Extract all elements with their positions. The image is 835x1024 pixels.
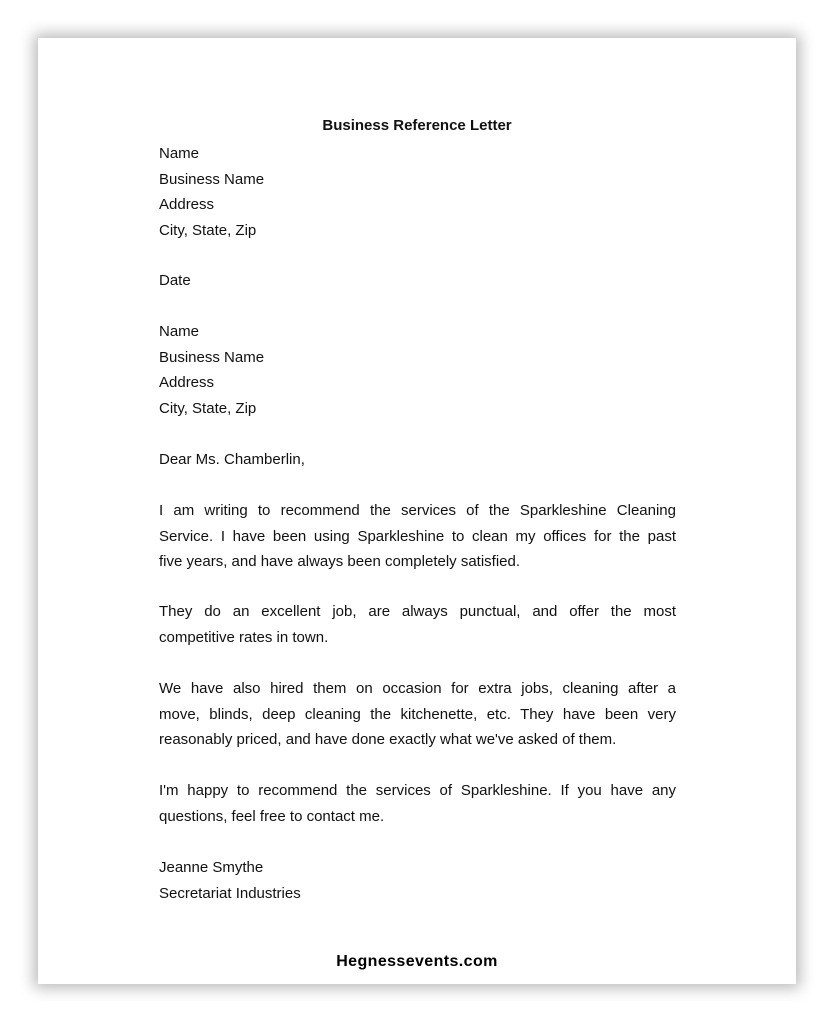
- paragraph-3: [159, 676, 676, 753]
- signature-block: [159, 855, 676, 906]
- signature-company: Secretariat Industries: [159, 884, 301, 902]
- recipient-name: Name: [159, 323, 200, 340]
- sender-address: Address: [159, 196, 215, 213]
- watermark-text: Hegnessevents.com: [336, 953, 498, 970]
- letter-date: Date: [159, 272, 191, 289]
- paragraph-line: We have also hired them on occasion for extra jobs, cleaning after a: [159, 680, 676, 697]
- sender-city: City, State, Zip: [159, 221, 257, 239]
- paragraph-1: [159, 498, 676, 575]
- paragraph-line: Service. I have been using Sparkleshine to clean my offices for the past: [159, 527, 676, 545]
- letter-title: Business Reference Letter: [322, 117, 512, 134]
- paragraph-line: five years, and have always been completely satisfied.: [159, 553, 521, 570]
- paragraph-line: competitive rates in town.: [159, 628, 329, 646]
- recipient-block: [159, 319, 676, 421]
- recipient-business: Business Name: [159, 348, 265, 366]
- signature-name: Jeanne Smythe: [159, 859, 264, 876]
- paragraph-2: [159, 599, 676, 650]
- salutation: Dear Ms. Chamberlin,: [159, 451, 305, 468]
- recipient-address: Address: [159, 374, 215, 391]
- sender-block: [159, 141, 676, 243]
- sender-name: Name: [159, 145, 200, 162]
- paragraph-line: move, blinds, deep cleaning the kitchenette, etc. They have been very: [159, 705, 676, 723]
- recipient-city: City, State, Zip: [159, 399, 257, 417]
- sender-business: Business Name: [159, 170, 265, 188]
- paragraph-line: They do an excellent job, are always punctual, and offer the most: [159, 603, 676, 620]
- paragraph-line: I'm happy to recommend the services of Sparkleshine. If you have any: [159, 782, 676, 799]
- paragraph-line: reasonably priced, and have done exactly what we've asked of them.: [159, 731, 617, 748]
- salutation-block: [159, 447, 676, 473]
- paragraph-line: questions, feel free to contact me.: [159, 807, 385, 825]
- date-block: [159, 268, 676, 294]
- paragraph-line: I am writing to recommend the services of the Sparkleshine Cleaning: [159, 502, 676, 519]
- paragraph-4: [159, 778, 676, 829]
